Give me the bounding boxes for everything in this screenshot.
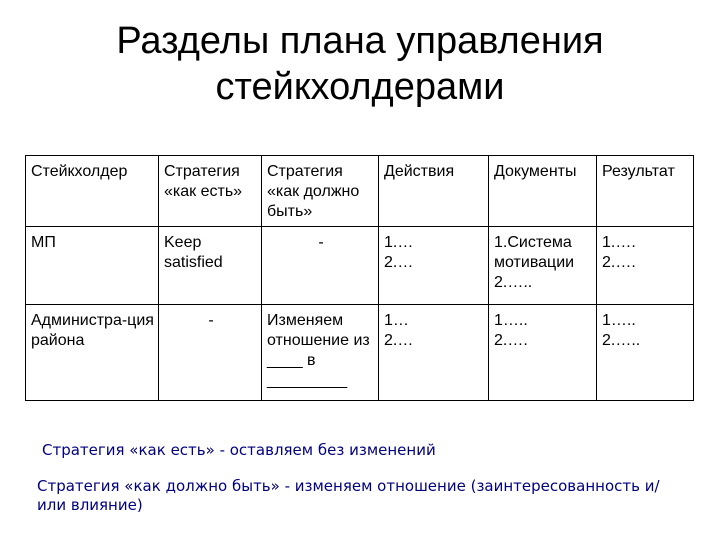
cell-actions: 1.… 2.… bbox=[379, 227, 489, 305]
table-row bbox=[26, 227, 694, 305]
table-row bbox=[26, 305, 694, 401]
cell-stakeholder: Администра-ция района bbox=[26, 305, 159, 401]
note-to-be-strategy: Стратегия «как должно быть» - изменяем отношение (заинтересованность и/или влияние) bbox=[37, 477, 660, 514]
header-actions: Действия bbox=[379, 156, 489, 227]
header-documents: Документы bbox=[489, 156, 597, 227]
cell-strategy-as-is: Keep satisfied bbox=[159, 227, 262, 305]
cell-result: 1….. 2.….. bbox=[597, 305, 694, 401]
cell-actions: 1… 2.… bbox=[379, 305, 489, 401]
cell-strategy-to-be: - bbox=[262, 227, 379, 305]
cell-strategy-as-is: - bbox=[159, 305, 262, 401]
cell-result: 1.…. 2.…. bbox=[597, 227, 694, 305]
note-as-is-strategy: Стратегия «как есть» - оставляем без изменений bbox=[42, 441, 436, 459]
title-line-1: Разделы плана управления bbox=[116, 20, 604, 62]
cell-strategy-to-be: Изменяем отношение из ____ в _________ bbox=[262, 305, 379, 401]
cell-documents: 1.Система мотивации 2.….. bbox=[489, 227, 597, 305]
table-header-row bbox=[26, 156, 694, 227]
header-strategy-to-be: Стратегия «как должно быть» bbox=[262, 156, 379, 227]
header-stakeholder: Стейкхолдер bbox=[26, 156, 159, 227]
header-strategy-as-is: Стратегия «как есть» bbox=[159, 156, 262, 227]
page-title bbox=[0, 18, 720, 110]
cell-stakeholder: МП bbox=[26, 227, 159, 305]
cell-documents: 1….. 2.…. bbox=[489, 305, 597, 401]
header-result: Результат bbox=[597, 156, 694, 227]
title-line-2: стейкхолдерами bbox=[215, 66, 505, 108]
stakeholder-plan-table bbox=[25, 155, 694, 401]
